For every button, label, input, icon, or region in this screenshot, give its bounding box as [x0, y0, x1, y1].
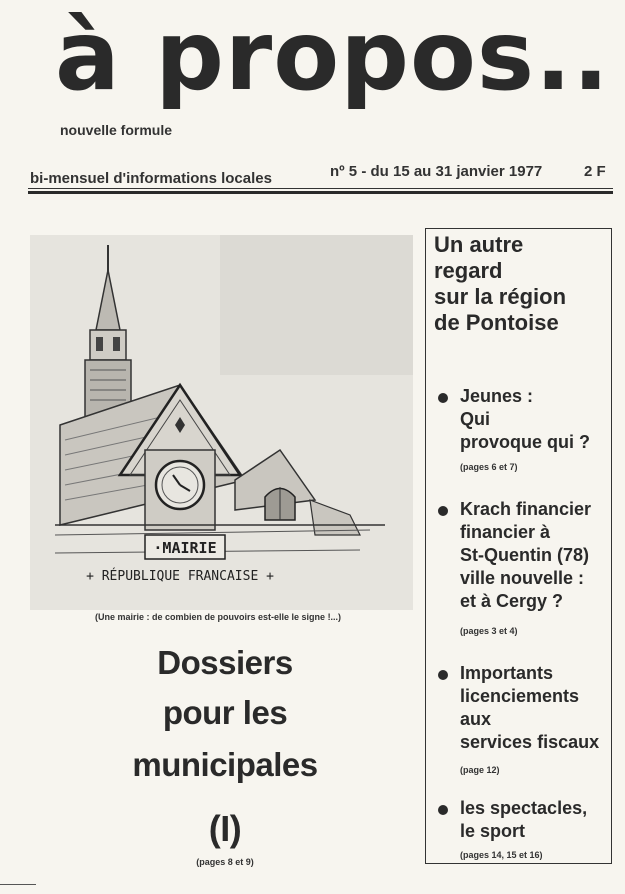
sidebar-item-licenciements: [460, 662, 610, 754]
masthead-subtitle: nouvelle formule: [60, 122, 173, 138]
item-line: licenciements: [460, 686, 580, 706]
item-pages: (pages 3 et 4): [460, 626, 518, 636]
item-line: services fiscaux: [460, 732, 600, 752]
item-line: les spectacles,: [460, 798, 588, 818]
headline-line-1: Dossiers: [157, 644, 293, 681]
bullet-icon: [438, 393, 448, 403]
header-rule-thick: [28, 191, 613, 194]
item-line: et à Cergy ?: [460, 591, 564, 611]
item-line: ville nouvelle :: [460, 568, 585, 588]
price: 2 F: [584, 163, 606, 180]
illustration-caption: (Une mairie : de combien de pouvoirs est-elle le signe !...): [95, 612, 342, 622]
item-pages: (pages 6 et 7): [460, 462, 518, 472]
item-line: le sport: [460, 821, 526, 841]
bullet-icon: [438, 805, 448, 815]
sidebar-title-line: Un autre: [434, 232, 524, 257]
item-pages: (pages 14, 15 et 16): [460, 850, 543, 860]
issue-number: nº 5 - du 15 au 31 janvier 1977: [330, 163, 543, 180]
headline-line-3: municipales: [132, 746, 318, 783]
item-pages: (page 12): [460, 765, 500, 775]
headline-line-2: pour les: [162, 694, 288, 731]
sidebar-title-line: regard: [434, 258, 503, 283]
footer-rule: [0, 884, 36, 885]
sidebar-title-line: sur la région: [434, 284, 567, 309]
item-line: aux: [460, 709, 492, 729]
item-line: financier à: [460, 522, 551, 542]
sidebar-item-spectacles: [460, 797, 610, 843]
sidebar-item-krach: [460, 498, 610, 613]
item-line: provoque qui ?: [460, 432, 590, 452]
sidebar-title-line: de Pontoise: [434, 310, 559, 335]
item-line: Qui: [460, 409, 490, 429]
item-line: Jeunes :: [460, 386, 534, 406]
sidebar-title: [434, 232, 609, 336]
republique-sign: + RÉPUBLIQUE FRANCAISE +: [86, 569, 274, 584]
masthead-title: à propos..: [55, 0, 610, 112]
headline-pages: (pages 8 et 9): [196, 857, 254, 867]
item-line: Importants: [460, 663, 554, 683]
item-line: Krach financier: [460, 499, 592, 519]
item-line: St-Quentin (78): [460, 545, 589, 565]
mairie-sign: ·MAIRIE: [153, 539, 217, 557]
bullet-icon: [438, 670, 448, 680]
header-rule-thin: [28, 188, 613, 189]
sidebar-item-jeunes: [460, 385, 610, 454]
tagline: bi-mensuel d'informations locales: [30, 170, 272, 187]
town-hall-illustration: [30, 235, 413, 610]
headline-part-number: (I): [208, 808, 242, 849]
bullet-icon: [438, 506, 448, 516]
